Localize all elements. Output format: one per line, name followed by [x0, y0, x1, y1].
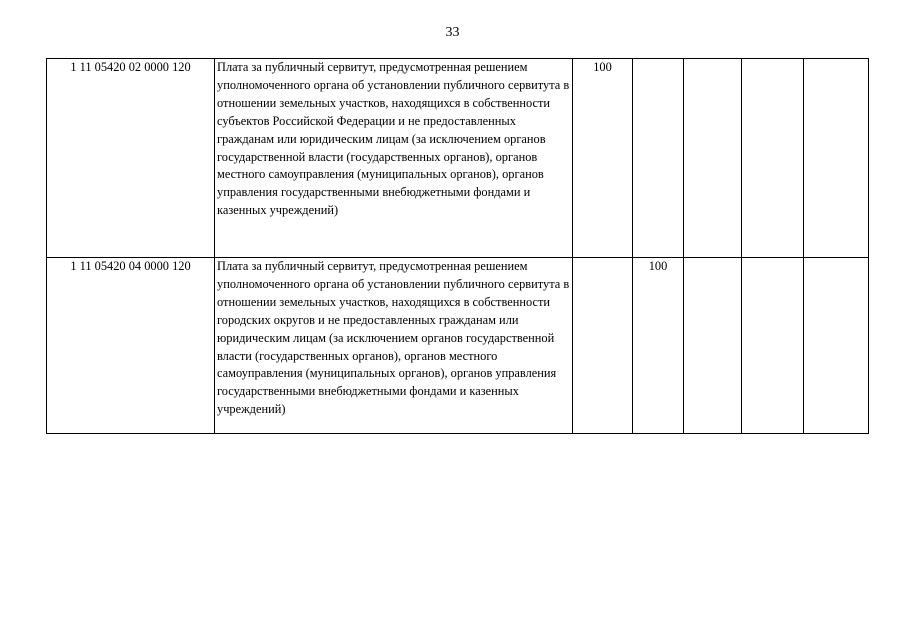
- revenue-distribution-table: [46, 58, 869, 434]
- share-cell: [804, 59, 869, 258]
- share-cell: [684, 258, 742, 434]
- share-cell: [742, 258, 804, 434]
- share-cell: [633, 59, 684, 258]
- share-cell: [742, 59, 804, 258]
- share-cell: 100: [633, 258, 684, 434]
- table-row: [47, 258, 869, 434]
- page-number: 33: [445, 25, 460, 40]
- revenue-description: Плата за публичный сервитут, предусмотренная решением уполномоченного органа об установлении публичного сервитута в отношении земельных участков, находящихся в собственности субъектов Российской Федерации и не предоставленных гражданам или юридическим лицам (за исключением органов государственной власти (государственных органов), органов местного самоуправления (муниципальных органов), органов управления государственными внебюджетными фондами и казенных учреждений): [215, 59, 573, 258]
- table-row: [47, 59, 869, 258]
- share-cell: [573, 258, 633, 434]
- revenue-description: Плата за публичный сервитут, предусмотренная решением уполномоченного органа об установлении публичного сервитута в отношении земельных участков, находящихся в собственности городских округов и не предоставленных гражданам или юридическим лицам (за исключением органов государственной власти (государственных органов), органов местного самоуправления (муниципальных органов), органов управления государственными внебюджетными фондами и казенных учреждений): [215, 258, 573, 434]
- share-cell: [684, 59, 742, 258]
- share-cell: [804, 258, 869, 434]
- budget-classification-code: 1 11 05420 04 0000 120: [47, 258, 215, 434]
- budget-classification-code: 1 11 05420 02 0000 120: [47, 59, 215, 258]
- share-cell: 100: [573, 59, 633, 258]
